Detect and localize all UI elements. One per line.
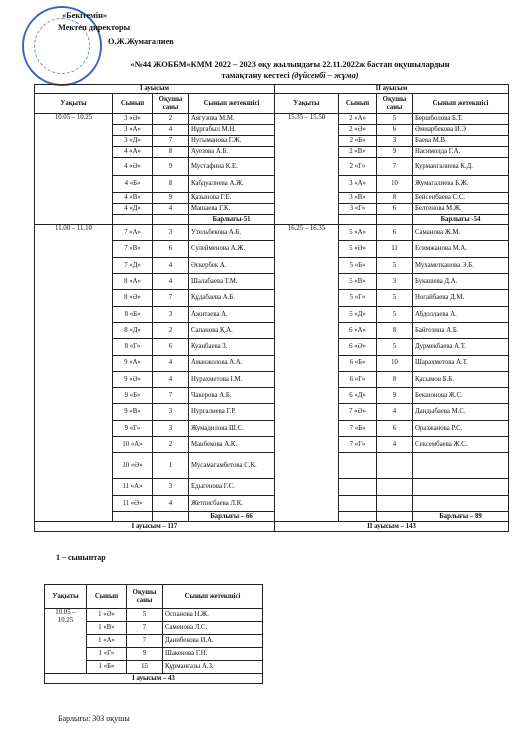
- left-teacher: Нургалиева Г.Р.: [189, 404, 275, 420]
- total-students: Барлығы: 303 оқушы: [58, 714, 130, 723]
- column-header: Уақыты: [35, 94, 113, 114]
- right-student-count: 10: [377, 175, 413, 193]
- column-header: Уақыты: [45, 585, 87, 609]
- shift2-total: II ауысым – 143: [275, 522, 509, 532]
- right-student-count: 3: [377, 136, 413, 147]
- empty-cell: [377, 479, 413, 495]
- right-class: 6 «Г»: [339, 371, 377, 387]
- right-class: 5 «Д»: [339, 306, 377, 322]
- empty-cell: [377, 512, 413, 522]
- right-class: 7 «Ә»: [339, 404, 377, 420]
- column-header: Сынып: [339, 94, 377, 114]
- empty-cell: [377, 495, 413, 511]
- left-student-count: 3: [153, 404, 189, 420]
- right-teacher: Мухаметканова Э.Б.: [413, 257, 509, 273]
- class-cell: 1 «Ә»: [87, 609, 127, 622]
- left-teacher: Қазынова Г.Е.: [189, 193, 275, 204]
- time-slot: 10.05 – 10.25: [45, 609, 87, 674]
- empty-cell: [339, 453, 377, 479]
- right-class: 3 «В»: [339, 193, 377, 204]
- empty-cell: [339, 215, 377, 225]
- title-days: (дүйсенбі – жұма): [291, 70, 359, 80]
- left-class: 9 «А»: [113, 355, 153, 371]
- left-student-count: 9: [153, 193, 189, 204]
- student-count: 9: [127, 648, 163, 661]
- left-student-count: 4: [153, 204, 189, 215]
- left-class: 4 «А»: [113, 147, 153, 158]
- column-header: Сынып жетекшісі: [413, 94, 509, 114]
- director-title: Мектеп директоры: [58, 23, 131, 32]
- empty-cell: [377, 453, 413, 479]
- left-class: 9 «Г»: [113, 420, 153, 436]
- left-student-count: 1: [153, 453, 189, 479]
- right-class: 6 «А»: [339, 322, 377, 338]
- teacher: Шакенова Г.Н.: [163, 648, 263, 661]
- empty-cell: [413, 479, 509, 495]
- right-student-count: 11: [377, 241, 413, 257]
- right-student-count: 6: [377, 420, 413, 436]
- right-teacher: Дандыбаева М.С.: [413, 404, 509, 420]
- left-class: 7 «Д»: [113, 257, 153, 273]
- right-teacher: Насимолда Г.А.: [413, 147, 509, 158]
- shift2-header: II ауысым: [275, 85, 509, 94]
- left-teacher: Мусамагамбетова С.К.: [189, 453, 275, 479]
- left-teacher: Ауезова А.Б.: [189, 147, 275, 158]
- right-class: 7 «Б»: [339, 420, 377, 436]
- empty-cell: [339, 512, 377, 522]
- left-class: 11 «Ә»: [113, 495, 153, 511]
- left-student-count: 6: [153, 241, 189, 257]
- left-teacher: Жумадилова Ш.С.: [189, 420, 275, 436]
- left-class: 7 «В»: [113, 241, 153, 257]
- right-student-count: 6: [377, 225, 413, 241]
- right-teacher: Букашева Д.А.: [413, 274, 509, 290]
- left-class: 3 «Ә»: [113, 114, 153, 125]
- left-class: 8 «А»: [113, 274, 153, 290]
- right-teacher: Байгозина А.Б.: [413, 322, 509, 338]
- right-teacher: Курмангалиева К.Д.: [413, 158, 509, 176]
- left-student-count: 3: [153, 306, 189, 322]
- left-student-count: 4: [153, 495, 189, 511]
- table-row: [35, 114, 509, 125]
- right-class: 5 «А»: [339, 225, 377, 241]
- left-class: 4 «В»: [113, 193, 153, 204]
- left-class: 3 «А»: [113, 125, 153, 136]
- class-cell: 1 «Б»: [87, 661, 127, 674]
- left-student-count: 4: [153, 274, 189, 290]
- right-subtotal: Барлығы – 89: [413, 512, 509, 522]
- empty-cell: [153, 512, 189, 522]
- right-class: 5 «Ә»: [339, 241, 377, 257]
- right-teacher: Бершболова Б.Т.: [413, 114, 509, 125]
- right-student-count: 8: [377, 322, 413, 338]
- left-class: 4 «Ә»: [113, 158, 153, 176]
- right-teacher: Баева М.В.: [413, 136, 509, 147]
- subtotal-row: [45, 674, 263, 684]
- left-teacher: Куанбаева З.: [189, 339, 275, 355]
- time-slot: 11.00 – 11.10: [35, 225, 113, 522]
- right-teacher: Саманова Ж.М.: [413, 225, 509, 241]
- left-class: 10 «А»: [113, 437, 153, 453]
- right-student-count: 5: [377, 290, 413, 306]
- right-teacher: Әмиарбекова И.Э: [413, 125, 509, 136]
- empty-cell: [113, 215, 153, 225]
- left-teacher: Утельбекова А.Б.: [189, 225, 275, 241]
- left-teacher: Жетписбаева Л.К.: [189, 495, 275, 511]
- column-header: Сынып жетекшісі: [163, 585, 263, 609]
- left-class: 11 «А»: [113, 479, 153, 495]
- right-teacher: Есимжанова М.А.: [413, 241, 509, 257]
- left-student-count: 3: [153, 225, 189, 241]
- left-teacher: Аманжолова А.А.: [189, 355, 275, 371]
- left-student-count: 4: [153, 355, 189, 371]
- empty-cell: [153, 215, 189, 225]
- right-teacher: Сексембаева Ж.С.: [413, 437, 509, 453]
- left-student-count: 4: [153, 125, 189, 136]
- right-class: 5 «Г»: [339, 290, 377, 306]
- left-class: 8 «Ә»: [113, 290, 153, 306]
- left-teacher: Мустафина К.Е.: [189, 158, 275, 176]
- right-student-count: 5: [377, 306, 413, 322]
- right-student-count: 8: [377, 193, 413, 204]
- right-class: 2 «Б»: [339, 136, 377, 147]
- teacher: Саменова Л.С.: [163, 622, 263, 635]
- schedule-table: [34, 84, 509, 532]
- right-class: 5 «Б»: [339, 257, 377, 273]
- time-slot: 10.05 – 10.25: [35, 114, 113, 225]
- left-student-count: 9: [153, 158, 189, 176]
- left-student-count: 8: [153, 175, 189, 193]
- class-cell: 1 «Г»: [87, 648, 127, 661]
- left-teacher: Кабдуалиева А.Ж.: [189, 175, 275, 193]
- empty-cell: [339, 495, 377, 511]
- left-student-count: 7: [153, 388, 189, 404]
- teacher: Құрманғазы А.З.: [163, 661, 263, 674]
- right-student-count: 5: [377, 339, 413, 355]
- right-teacher: Қасымов Б.Б.: [413, 371, 509, 387]
- right-student-count: 6: [377, 125, 413, 136]
- student-count: 7: [127, 635, 163, 648]
- title-line-2: [60, 71, 520, 82]
- left-class: 8 «Д»: [113, 322, 153, 338]
- left-class: 9 «Б»: [113, 388, 153, 404]
- left-class: 8 «Б»: [113, 306, 153, 322]
- teacher: Оспанова Н.Ж.: [163, 609, 263, 622]
- time-slot: 16.25 – 16.35: [275, 225, 339, 522]
- left-class: 10 «Ә»: [113, 453, 153, 479]
- right-student-count: 7: [377, 158, 413, 176]
- left-class: 3 «Д»: [113, 136, 153, 147]
- empty-cell: [339, 479, 377, 495]
- left-subtotal: Барлығы-51: [189, 215, 275, 225]
- empty-cell: [413, 453, 509, 479]
- empty-cell: [413, 495, 509, 511]
- left-student-count: 8: [153, 147, 189, 158]
- left-teacher: Нугыманова Г.Ж.: [189, 136, 275, 147]
- left-teacher: Әскербек А.: [189, 257, 275, 273]
- right-class: 6 «Ә»: [339, 339, 377, 355]
- left-teacher: Нұрғабыл М.Н.: [189, 125, 275, 136]
- right-teacher: Абдоллаева А.: [413, 306, 509, 322]
- column-header: Уақыты: [275, 94, 339, 114]
- empty-cell: [377, 215, 413, 225]
- left-student-count: 2: [153, 437, 189, 453]
- shift1-header: I ауысым: [35, 85, 275, 94]
- table-row: [35, 225, 509, 241]
- empty-cell: [113, 512, 153, 522]
- title-line-1: «№44 ЖОББМ»КММ 2022 – 2023 оқу жылындағы 22.11.2022ж бастап оқушылардын: [130, 60, 450, 69]
- right-subtotal: Барлығы -54: [413, 215, 509, 225]
- left-student-count: 4: [153, 257, 189, 273]
- class-cell: 1 «А»: [87, 635, 127, 648]
- right-teacher: Оразжанова Р.С.: [413, 420, 509, 436]
- left-teacher: Чакерова А.Б.: [189, 388, 275, 404]
- left-class: 7 «А»: [113, 225, 153, 241]
- right-student-count: 6: [377, 204, 413, 215]
- right-class: 5 «В»: [339, 274, 377, 290]
- left-class: 4 «Б»: [113, 175, 153, 193]
- right-class: 6 «Д»: [339, 388, 377, 404]
- left-teacher: Сулейменова А.Ж.: [189, 241, 275, 257]
- left-class: 8 «Г»: [113, 339, 153, 355]
- right-student-count: 3: [377, 274, 413, 290]
- right-class: 3 «Г»: [339, 204, 377, 215]
- student-count: 7: [127, 622, 163, 635]
- left-class: 9 «В»: [113, 404, 153, 420]
- right-teacher: Бейсенбаева С.С.: [413, 193, 509, 204]
- right-teacher: Ногайбаева Д.М.: [413, 290, 509, 306]
- right-student-count: 8: [377, 371, 413, 387]
- time-slot: 15.35 – 15.50: [275, 114, 339, 225]
- director-name: О.Ж.Жумагалиев: [108, 37, 174, 46]
- first-grade-table: [44, 584, 263, 684]
- left-teacher: Едыгенова Г.С.: [189, 479, 275, 495]
- student-count: 5: [127, 609, 163, 622]
- column-header: Сынып: [113, 94, 153, 114]
- shift1-total: I ауысым – 117: [35, 522, 275, 532]
- left-subtotal: Барлығы – 66: [189, 512, 275, 522]
- right-class: 2 «Г»: [339, 158, 377, 176]
- first-grade-total: I ауысым – 43: [45, 674, 263, 684]
- left-student-count: 4: [153, 371, 189, 387]
- right-class: 7 «Г»: [339, 437, 377, 453]
- left-teacher: Ажитаева А.: [189, 306, 275, 322]
- class-cell: 1 «В»: [87, 622, 127, 635]
- right-teacher: Жумагалиева Б.Ж.: [413, 175, 509, 193]
- right-teacher: Шарахметова А.Т.: [413, 355, 509, 371]
- right-class: 6 «Б»: [339, 355, 377, 371]
- left-teacher: Шалабаева Т.М.: [189, 274, 275, 290]
- left-student-count: 6: [153, 339, 189, 355]
- left-teacher: Сапанова Қ.А.: [189, 322, 275, 338]
- right-student-count: 9: [377, 388, 413, 404]
- right-teacher: Белтенова М.Ж.: [413, 204, 509, 215]
- column-header: Оқушы саны: [127, 585, 163, 609]
- left-class: 4 «Д»: [113, 204, 153, 215]
- approval-line: «Бекітемін»: [62, 11, 108, 20]
- column-header: Сынып жетекшісі: [189, 94, 275, 114]
- left-class: 9 «Ә»: [113, 371, 153, 387]
- right-class: 2 «В»: [339, 147, 377, 158]
- column-header: Сынып: [87, 585, 127, 609]
- left-student-count: 7: [153, 136, 189, 147]
- right-class: 2 «Ә»: [339, 125, 377, 136]
- title-text: тамақтану кестесі: [221, 70, 290, 80]
- student-count: 15: [127, 661, 163, 674]
- section-first-grades: 1 – сыныптар: [56, 553, 106, 562]
- grand-total-row: [35, 522, 509, 532]
- column-header: Оқушы саны: [377, 94, 413, 114]
- right-teacher: Бекшонова Ж.С.: [413, 388, 509, 404]
- left-student-count: 3: [153, 420, 189, 436]
- left-student-count: 2: [153, 114, 189, 125]
- right-teacher: Дурмекбаева А.Т.: [413, 339, 509, 355]
- left-student-count: 7: [153, 290, 189, 306]
- right-student-count: 4: [377, 404, 413, 420]
- left-teacher: Машаева Г.К.: [189, 204, 275, 215]
- left-student-count: 3: [153, 479, 189, 495]
- left-teacher: Құдабаева А.Б.: [189, 290, 275, 306]
- left-teacher: Аягузова М.М.: [189, 114, 275, 125]
- left-teacher: Нурахметова І.М.: [189, 371, 275, 387]
- teacher: Данибекова И.А.: [163, 635, 263, 648]
- right-student-count: 5: [377, 257, 413, 273]
- left-student-count: 2: [153, 322, 189, 338]
- right-class: 3 «А»: [339, 175, 377, 193]
- right-class: 2 «А»: [339, 114, 377, 125]
- right-student-count: 9: [377, 147, 413, 158]
- page-title: [60, 60, 520, 81]
- table-row: [45, 609, 263, 622]
- left-teacher: Манбекова А.К.: [189, 437, 275, 453]
- right-student-count: 5: [377, 114, 413, 125]
- column-header: Оқушы саны: [153, 94, 189, 114]
- right-student-count: 10: [377, 355, 413, 371]
- right-student-count: 4: [377, 437, 413, 453]
